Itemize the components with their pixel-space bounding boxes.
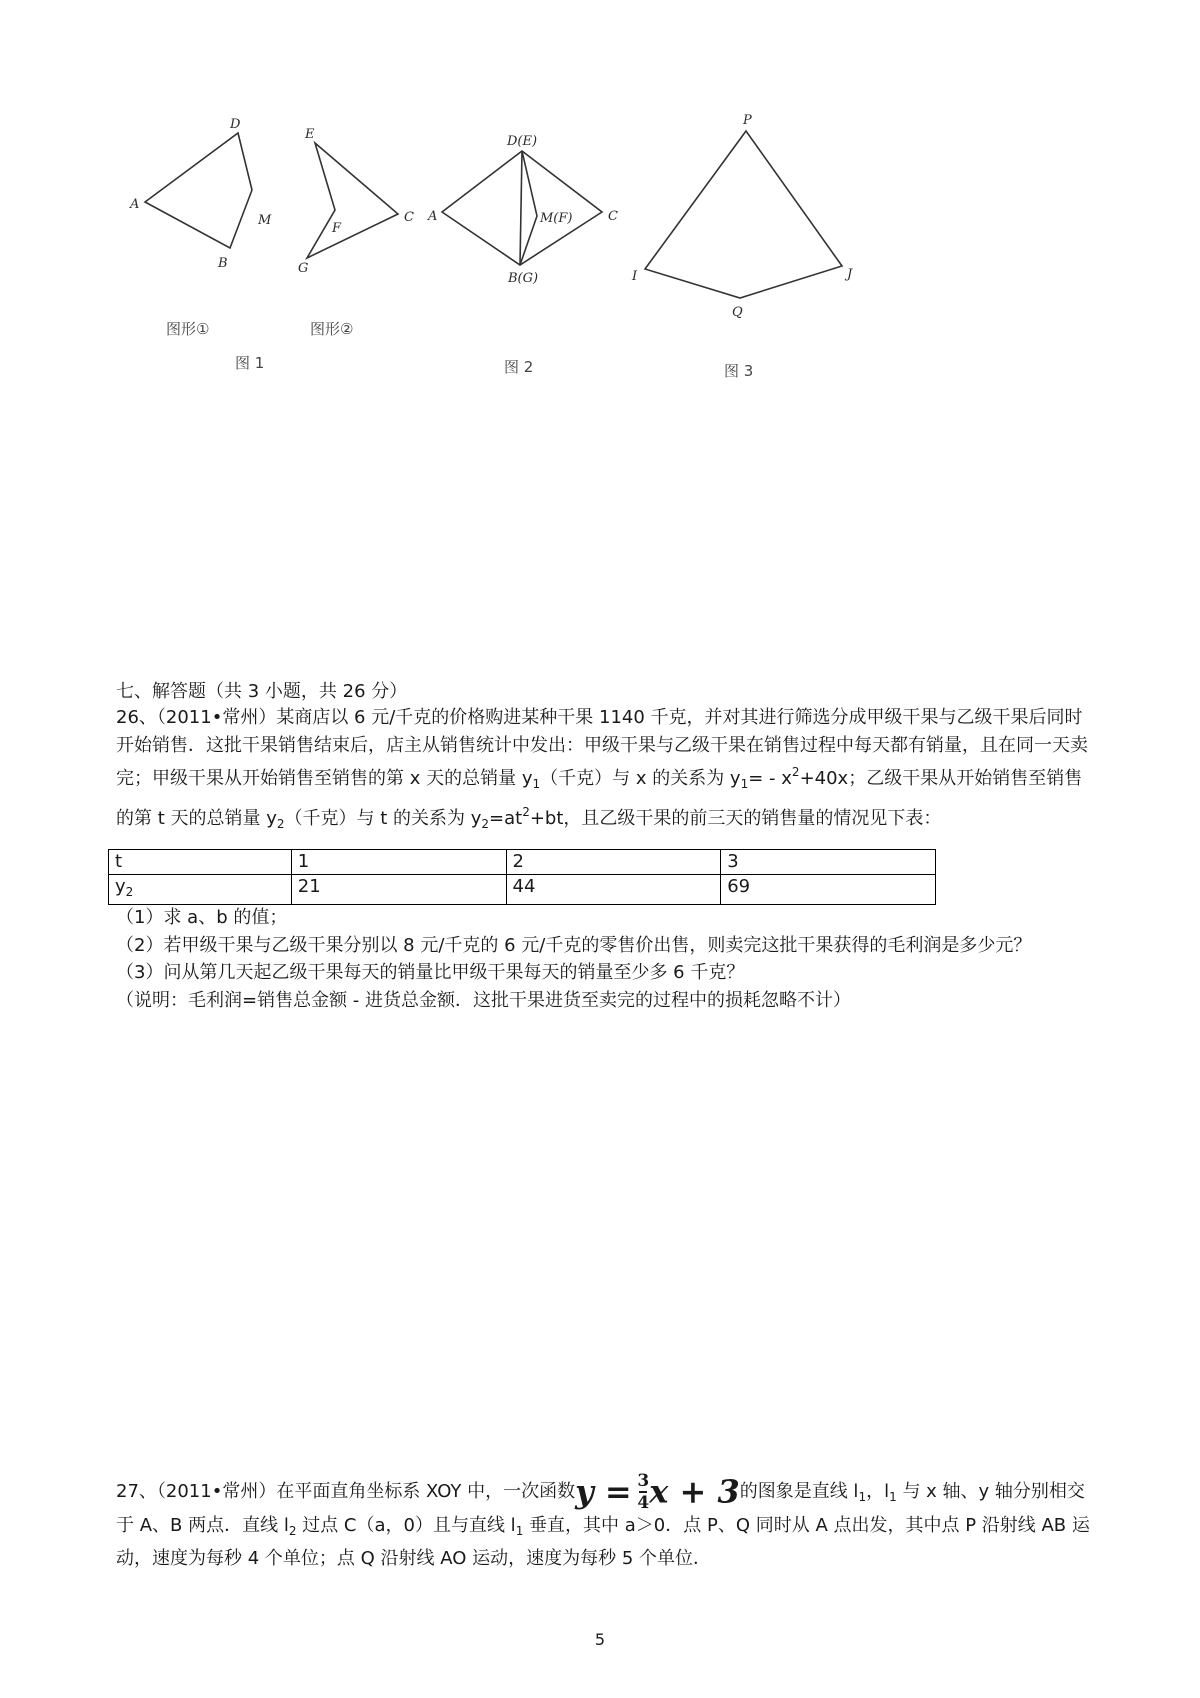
label-D: D xyxy=(230,117,241,132)
part-3: （3）问从第几天起乙级干果每天的销量比甲级干果每天的销量至少多 6 千克？ xyxy=(116,962,745,983)
fig3-caption: 图 3 xyxy=(724,362,754,380)
fig2-diagonal xyxy=(520,151,522,265)
shape2-caption: 图形② xyxy=(310,320,354,338)
table-row xyxy=(109,875,936,905)
table-cell: 44 xyxy=(506,875,721,905)
table-cell: t xyxy=(109,850,292,875)
sales-table xyxy=(108,849,936,905)
note: （说明：毛利润=销售总金额 - 进货总金额．这批干果进货至卖完的过程中的损耗忽略不计） xyxy=(116,989,852,1011)
label-G: G xyxy=(298,261,309,276)
fig2-inner-kite xyxy=(520,151,537,265)
label-P: P xyxy=(743,113,752,128)
table-cell: $y_2$ xyxy=(109,875,292,905)
shape1-quadrilateral xyxy=(145,133,252,248)
label-B: B xyxy=(218,256,228,271)
label-J: J xyxy=(847,267,853,282)
part-1: （1）求 a、b 的值； xyxy=(116,907,288,928)
equation-tail: x + 3 xyxy=(649,1472,740,1511)
label-I: I xyxy=(632,269,638,284)
page-number: 5 xyxy=(594,1630,606,1649)
part-2: （2）若甲级干果与乙级干果分别以 8 元/千克的 6 元/千克的零售价出售，则卖完这批干果获得的毛利润是多少元？ xyxy=(116,934,1032,956)
fraction: $\frac{3}{4}$ xyxy=(637,1471,650,1513)
fig1-caption: 图 1 xyxy=(235,354,265,372)
section-title: 七、解答题（共 3 小题，共 26 分） xyxy=(116,681,408,702)
label-C2: C xyxy=(608,209,618,224)
label-MF: M(F) xyxy=(540,211,573,226)
question-27: 27、（2011•常州）在平面直角坐标系 XOY 中，一次函数y = $\frac{3}{4}$ x + 3的图象是直线 $l_1$，$l_1$ 与 x 轴、y 轴分别相交于 A、B 两点．直线 $l_2$ 过点 C（a，0）且与直线 $l_1$ 垂直，其中 a＞0．点 P、Q 同时从 A 点出发，其中点 P 沿射线 AB 运动，速度为每秒 4 个单位；点 Q 沿射线 AO 运动，速度为每秒 5 个单位． xyxy=(116,1471,1090,1569)
table-cell: 1 xyxy=(291,850,506,875)
label-BG: B(G) xyxy=(508,271,539,286)
label-A2: A xyxy=(428,209,438,224)
table-cell: 21 xyxy=(291,875,506,905)
label-M: M xyxy=(258,213,272,228)
label-F: F xyxy=(332,221,342,236)
label-A: A xyxy=(130,197,140,212)
table-cell: 3 xyxy=(721,850,936,875)
fig2-caption: 图 2 xyxy=(504,358,534,376)
question-26-parts xyxy=(116,904,1096,1014)
label-Q: Q xyxy=(732,305,743,320)
table-cell: 2 xyxy=(506,850,721,875)
label-E: E xyxy=(305,127,315,142)
label-DE: D(E) xyxy=(507,134,538,149)
shape1-caption: 图形① xyxy=(166,320,210,338)
fig3-quadrilateral xyxy=(645,131,842,298)
label-C: C xyxy=(404,210,414,225)
question-26 xyxy=(116,704,1096,838)
geometry-figures xyxy=(110,100,990,400)
figures-area xyxy=(110,100,990,400)
equation-y: y = xyxy=(575,1472,632,1511)
shape2-quadrilateral xyxy=(307,143,398,258)
question-26-intro: 26、（2011•常州）某商店以 6 元/千克的价格购进某种干果 1140 千克，并对其进行筛选分成甲级干果与乙级干果后同时开始销售．这批干果销售结束后，店主从销售统计中发出：甲级干果与乙级干果在销售过程中每天都有销量，且在同一天卖完；甲级干果从开始销售至销售的第 x 天的总销量 $y_1$（千克）与 x 的关系为 $y_1= - x^2+40x$；乙级干果从开始销售至销售的第 t 天的总销量 $y_2$（千克）与 t 的关系为 $y_2=at^2+bt$，且乙级干果的前三天的销售量的情况见下表： xyxy=(116,707,1088,831)
table-row xyxy=(109,850,936,875)
table-cell: 69 xyxy=(721,875,936,905)
